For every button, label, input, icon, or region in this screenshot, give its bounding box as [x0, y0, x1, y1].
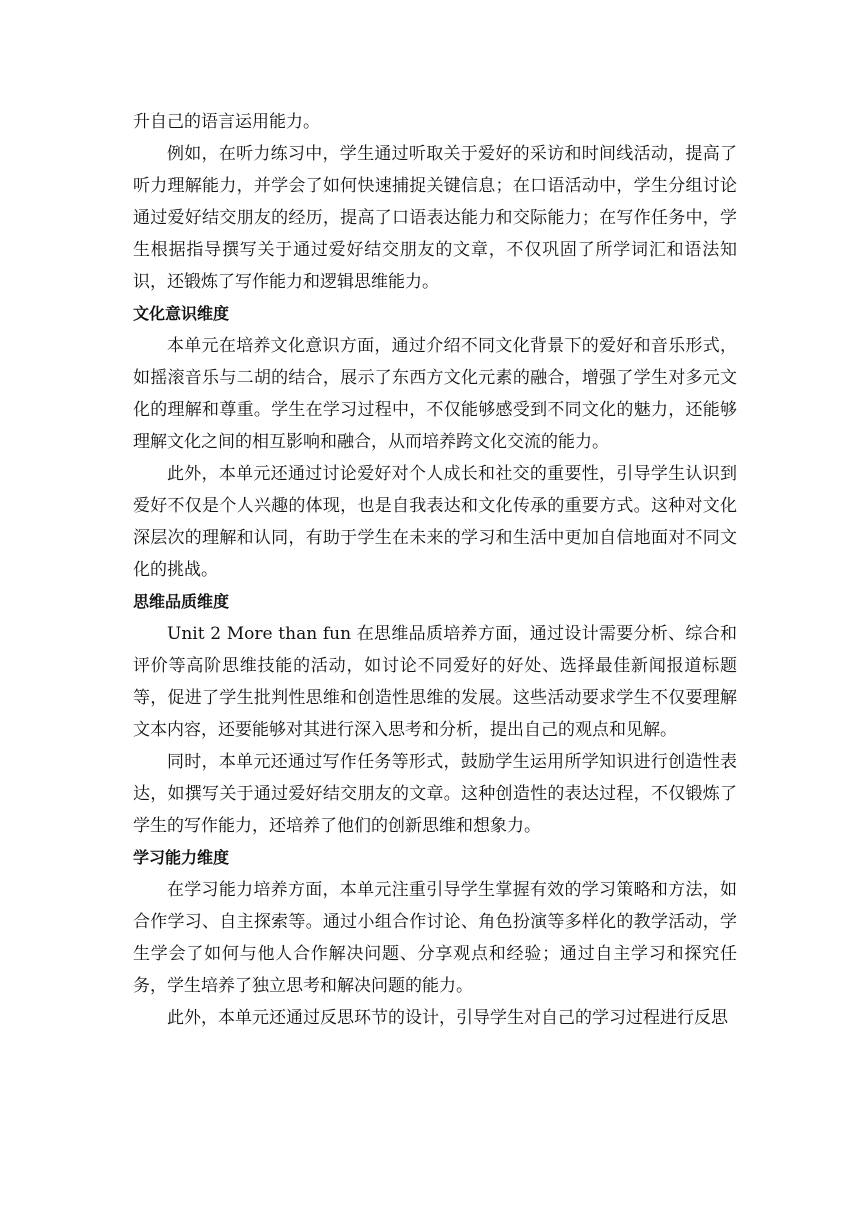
- paragraph: Unit 2 More than fun 在思维品质培养方面，通过设计需要分析、综合和评价等高阶思维技能的活动，如讨论不同爱好的好处、选择最佳新闻报道标题等，促进了学生批判性思维和创造性思维的发展。这些活动要求学生不仅要理解文本内容，还要能够对其进行深入思考和分析，提出自己的观点和见解。: [133, 624, 737, 740]
- paragraph: 升自己的语言运用能力。: [133, 112, 320, 132]
- section-heading-culture: 文化意识维度: [133, 304, 230, 323]
- section-heading-learning: 学习能力维度: [133, 848, 230, 867]
- paragraph: 在学习能力培养方面，本单元注重引导学生掌握有效的学习策略和方法，如合作学习、自主探索等。通过小组合作讨论、角色扮演等多样化的教学活动，学生学会了如何与他人合作解决问题、分享观点和经验；通过自主学习和探究任务，学生培养了独立思考和解决问题的能力。: [133, 880, 737, 996]
- document-body: [133, 106, 737, 1034]
- paragraph: 同时，本单元还通过写作任务等形式，鼓励学生运用所学知识进行创造性表达，如撰写关于通过爱好结交朋友的文章。这种创造性的表达过程，不仅锻炼了学生的写作能力，还培养了他们的创新思维和想象力。: [133, 752, 737, 836]
- paragraph: 此外，本单元还通过反思环节的设计，引导学生对自己的学习过程进行反思: [167, 1008, 728, 1028]
- paragraph: 此外，本单元还通过讨论爱好对个人成长和社交的重要性，引导学生认识到爱好不仅是个人兴趣的体现，也是自我表达和文化传承的重要方式。这种对文化深层次的理解和认同，有助于学生在未来的学习和生活中更加自信地面对不同文化的挑战。: [133, 464, 737, 580]
- section-heading-thinking: 思维品质维度: [133, 592, 230, 611]
- paragraph: 例如，在听力练习中，学生通过听取关于爱好的采访和时间线活动，提高了听力理解能力，并学会了如何快速捕捉关键信息；在口语活动中，学生分组讨论通过爱好结交朋友的经历，提高了口语表达能力和交际能力；在写作任务中，学生根据指导撰写关于通过爱好结交朋友的文章，不仅巩固了所学词汇和语法知识，还锻炼了写作能力和逻辑思维能力。: [133, 144, 737, 292]
- paragraph: 本单元在培养文化意识方面，通过介绍不同文化背景下的爱好和音乐形式，如摇滚音乐与二胡的结合，展示了东西方文化元素的融合，增强了学生对多元文化的理解和尊重。学生在学习过程中，不仅能够感受到不同文化的魅力，还能够理解文化之间的相互影响和融合，从而培养跨文化交流的能力。: [133, 336, 737, 452]
